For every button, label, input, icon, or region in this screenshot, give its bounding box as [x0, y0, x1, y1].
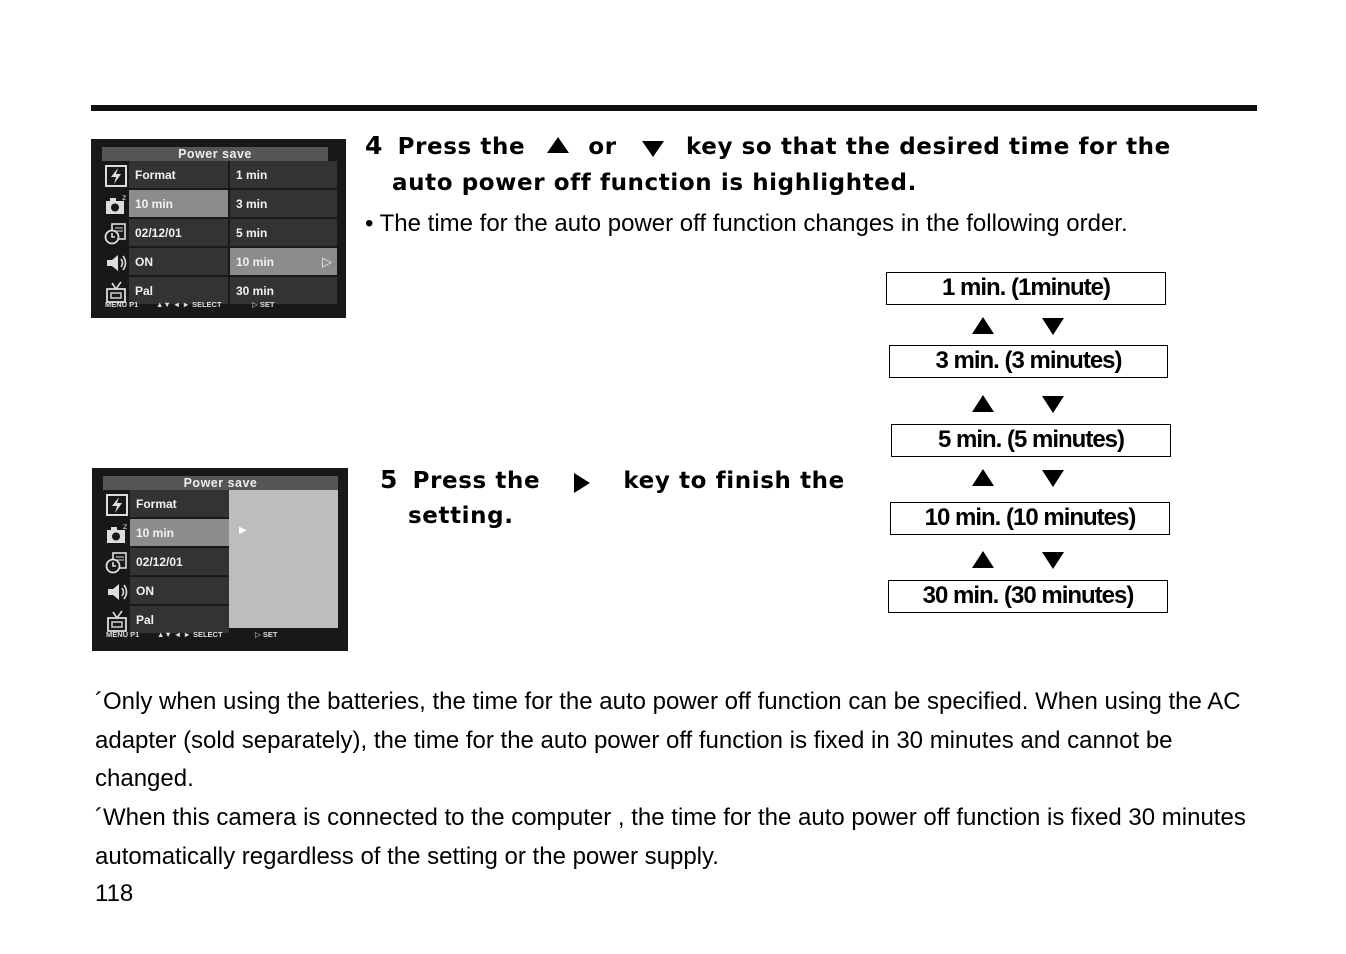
- lcd-screen-power-save-confirm: [92, 468, 348, 651]
- menu-item-video-out[interactable]: Pal: [129, 277, 228, 305]
- step-number: 4: [365, 131, 383, 160]
- page-number: 118: [95, 880, 134, 907]
- lcd-title: Power save: [102, 147, 328, 161]
- submenu-panel: [229, 490, 338, 628]
- flash-icon: [102, 161, 129, 190]
- step-number: 5: [380, 465, 398, 494]
- step-4-heading: [365, 131, 1171, 160]
- camera-icon: [103, 519, 130, 548]
- footer-set: ▷ SET: [252, 300, 275, 309]
- up-arrow-icon: [972, 317, 994, 334]
- step-5-text-b: key to finish the: [623, 468, 845, 494]
- footer-set: ▷ SET: [255, 630, 278, 639]
- step-4-heading-line2: auto power off function is highlighted.: [392, 170, 917, 196]
- header-rule: [91, 105, 1257, 111]
- order-item-1-min: 1 min. (1minute): [886, 272, 1166, 305]
- option-10-min[interactable]: [230, 248, 337, 276]
- down-arrow-icon: [1042, 470, 1064, 487]
- svg-text:z: z: [122, 521, 127, 531]
- menu-item-power-save[interactable]: 10 min: [129, 190, 228, 218]
- option-10-min-label: 10 min: [236, 255, 275, 269]
- speaker-icon: [103, 577, 130, 606]
- footer-select: ▲▼ ◄ ► SELECT: [157, 630, 223, 639]
- option-5-min[interactable]: 5 min: [230, 219, 337, 247]
- speaker-icon: [102, 248, 129, 277]
- note-computer: ´When this camera is connected to the computer , the time for the auto power off function is fixed 30 minutes automatically regardless of the setting or the power supply.: [95, 804, 1246, 870]
- up-arrow-icon: [972, 551, 994, 568]
- down-arrow-icon: [1042, 552, 1064, 569]
- up-down-arrows: [972, 393, 1072, 413]
- order-item-3-min: 3 min. (3 minutes): [889, 345, 1168, 378]
- menu-item-video-out[interactable]: Pal: [130, 606, 229, 634]
- camera-icon: [102, 190, 129, 219]
- order-item-10-min: 10 min. (10 minutes): [890, 502, 1170, 535]
- timer-icon: [102, 219, 129, 248]
- arrow-right-icon: ▶: [239, 525, 247, 536]
- up-arrow-icon: [972, 395, 994, 412]
- lcd-title: Power save: [103, 476, 338, 490]
- menu-item-sound[interactable]: ON: [129, 248, 228, 276]
- footer-menu: MENU P1: [106, 630, 140, 639]
- footer-select: ▲▼ ◄ ► SELECT: [156, 300, 222, 309]
- order-item-5-min: 5 min. (5 minutes): [891, 424, 1171, 457]
- menu-item-power-save[interactable]: [130, 519, 229, 547]
- step-4-text-or: or: [588, 134, 617, 160]
- play-right-icon: ▷: [322, 254, 332, 269]
- up-arrow-icon: [546, 136, 570, 154]
- menu-item-format[interactable]: Format: [130, 490, 229, 518]
- up-down-arrows: [972, 549, 1072, 569]
- option-30-min[interactable]: 30 min: [230, 277, 337, 305]
- lcd-screen-power-save-options: [91, 139, 346, 318]
- up-arrow-icon: [972, 469, 994, 486]
- down-arrow-icon: [1042, 396, 1064, 413]
- footer-menu: MENU P1: [105, 300, 139, 309]
- menu-item-sound[interactable]: ON: [130, 577, 229, 605]
- step-5-heading: [380, 465, 845, 494]
- menu-item-power-save-label: 10 min: [136, 526, 175, 540]
- step-5-heading-line2: setting.: [408, 503, 514, 529]
- flash-icon: [103, 490, 130, 519]
- option-3-min[interactable]: 3 min: [230, 190, 337, 218]
- note-batteries: ´Only when using the batteries, the time for the auto power off function can be specified. When using the AC adapter (sold separately), the time for the auto power off function is fixed in 30 minutes and cannot be changed.: [95, 688, 1241, 793]
- menu-item-date[interactable]: 02/12/01: [129, 219, 228, 247]
- step-4-text-a: Press the: [397, 134, 526, 160]
- step-5-text-a: Press the: [412, 468, 541, 494]
- menu-item-date[interactable]: 02/12/01: [130, 548, 229, 576]
- up-down-arrows: [972, 315, 1072, 335]
- right-arrow-icon: [573, 472, 591, 494]
- option-1-min[interactable]: 1 min: [230, 161, 337, 189]
- down-arrow-icon: [641, 140, 665, 158]
- up-down-arrows: [972, 467, 1072, 487]
- timer-icon: [103, 548, 130, 577]
- order-explanation: • The time for the auto power off function changes in the following order.: [365, 210, 1128, 237]
- svg-text:z: z: [121, 192, 126, 202]
- menu-item-format[interactable]: Format: [129, 161, 228, 189]
- down-arrow-icon: [1042, 318, 1064, 335]
- order-item-30-min: 30 min. (30 minutes): [888, 580, 1168, 613]
- step-4-text-b: key so that the desired time for the: [685, 134, 1171, 160]
